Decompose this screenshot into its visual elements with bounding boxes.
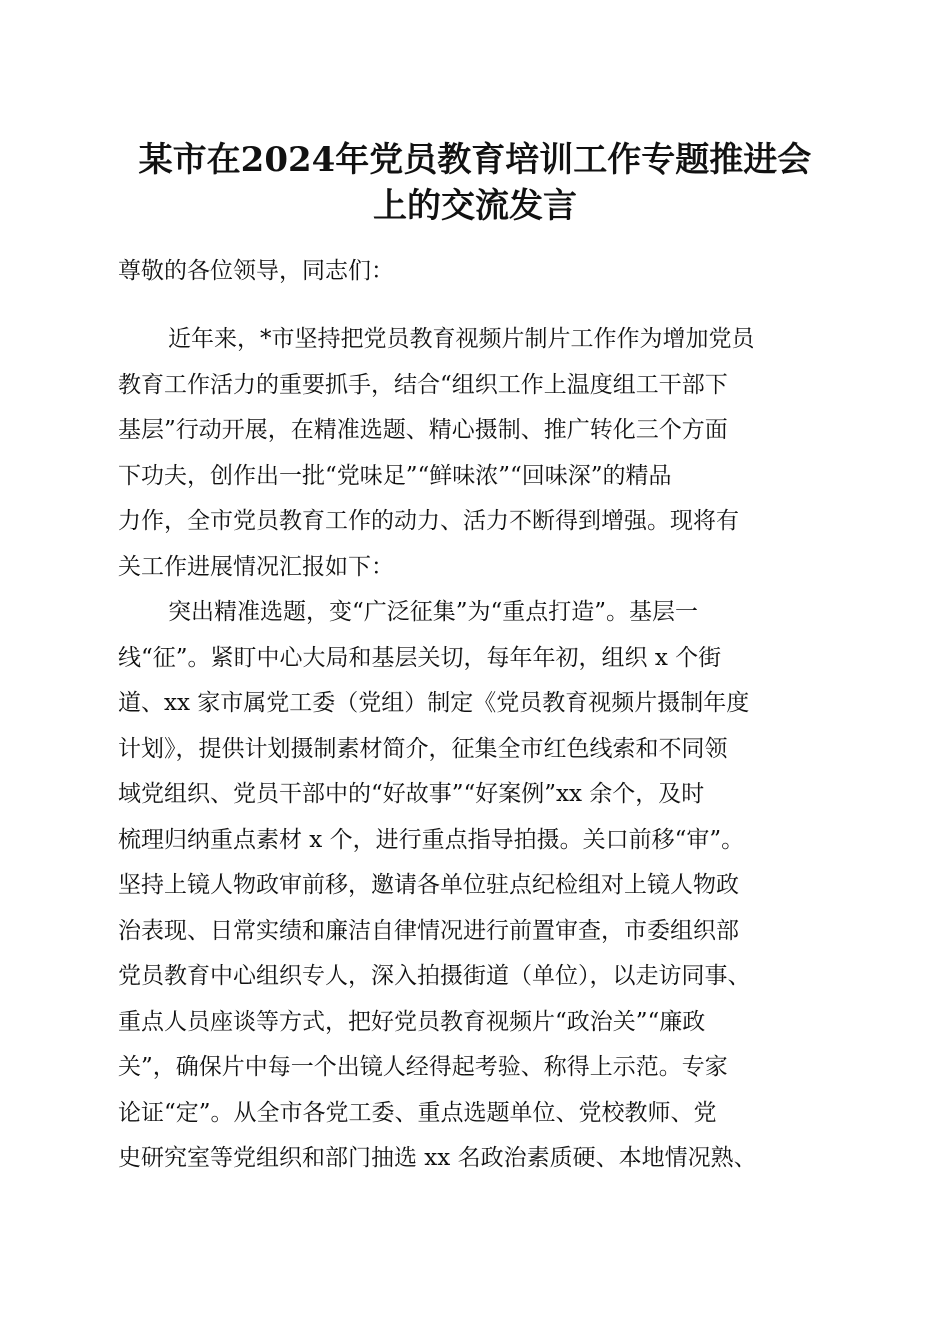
salutation: 尊敬的各位领导，同志们： (118, 258, 394, 284)
document-title-line-2: 上的交流发言 (373, 186, 577, 226)
paragraph-2-line: 关”，确保片中每一个出镜人经得起考验、称得上示范。专家 (118, 1054, 728, 1080)
paragraph-2-line: 域党组织、党员干部中的“好故事”“好案例”xx 余个，及时 (118, 781, 705, 807)
paragraph-2-line: 突出精准选题，变“广泛征集”为“重点打造”。基层一 (168, 599, 699, 625)
paragraph-2-line: 重点人员座谈等方式，把好党员教育视频片“政治关”“廉政 (118, 1009, 706, 1035)
paragraph-2-line: 梳理归纳重点素材 x 个，进行重点指导拍摄。关口前移“审”。 (118, 827, 745, 853)
paragraph-1-line: 教育工作活力的重要抓手，结合“组织工作上温度组工干部下 (118, 372, 728, 398)
paragraph-2-line: 治表现、日常实绩和廉洁自律情况进行前置审查，市委组织部 (118, 918, 739, 944)
paragraph-1-line: 基层”行动开展，在精准选题、精心摄制、推广转化三个方面 (118, 417, 728, 443)
paragraph-1-line: 下功夫，创作出一批“党味足”“鲜味浓”“回味深”的精品 (118, 463, 672, 489)
paragraph-2-line: 计划》，提供计划摄制素材简介，征集全市红色线索和不同领 (118, 736, 728, 762)
paragraph-2-line: 道、xx 家市属党工委（党组）制定《党员教育视频片摄制年度 (118, 690, 750, 716)
paragraph-2-line: 坚持上镜人物政审前移，邀请各单位驻点纪检组对上镜人物政 (118, 872, 739, 898)
paragraph-2-line: 党员教育中心组织专人，深入拍摄街道（单位），以走访同事、 (118, 963, 751, 989)
paragraph-2-line: 线“征”。紧盯中心大局和基层关切，每年年初，组织 x 个街 (118, 645, 722, 671)
paragraph-1-line: 近年来，*市坚持把党员教育视频片制片工作作为增加党员 (168, 326, 755, 352)
paragraph-2-line: 史研究室等党组织和部门抽选 xx 名政治素质硬、本地情况熟、 (118, 1145, 757, 1171)
paragraph-1-line: 关工作进展情况汇报如下： (118, 554, 394, 580)
document-title-line-1: 某市在2024年党员教育培训工作专题推进会 (138, 140, 812, 180)
paragraph-2-line: 论证“定”。从全市各党工委、重点选题单位、党校教师、党 (118, 1100, 717, 1126)
paragraph-1-line: 力作，全市党员教育工作的动力、活力不断得到增强。现将有 (118, 508, 739, 534)
